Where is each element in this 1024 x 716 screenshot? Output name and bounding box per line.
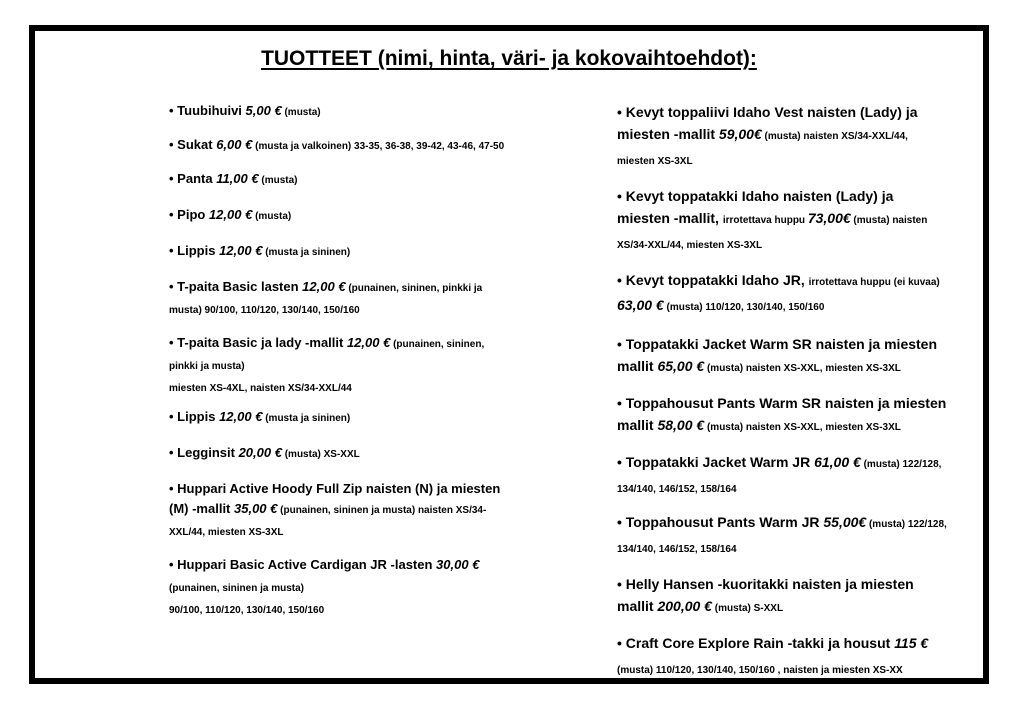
bullet-icon: • bbox=[169, 481, 178, 496]
product-price: 115 € bbox=[894, 635, 929, 651]
product-item bbox=[169, 169, 509, 191]
product-name: Craft Core Explore Rain -takki ja housut bbox=[625, 635, 895, 651]
product-name: T-paita Basic lasten bbox=[177, 279, 303, 294]
product-name: Helly Hansen -kuoritakki naisten ja miesten mallit bbox=[617, 576, 914, 614]
product-item bbox=[617, 185, 947, 257]
product-item bbox=[169, 135, 509, 157]
product-details: (punainen, sininen, pinkki ja musta) bbox=[169, 339, 485, 372]
product-price: 12,00 € bbox=[346, 335, 391, 350]
product-details: (musta) 122/128, 134/140, 146/152, 158/164 bbox=[617, 459, 942, 495]
product-details: (musta ja sininen) bbox=[262, 413, 351, 424]
product-name: Toppatakki Jacket Warm JR bbox=[625, 454, 815, 470]
product-item bbox=[617, 451, 947, 501]
product-price: 63,00 € bbox=[617, 297, 664, 313]
product-name: Kevyt toppatakki Idaho JR, bbox=[625, 272, 809, 288]
product-details: (musta) naisten XS-XXL, miesten XS-3XL bbox=[704, 363, 901, 374]
product-name: T-paita Basic ja lady -mallit bbox=[177, 335, 347, 350]
product-price: 35,00 € bbox=[234, 501, 278, 516]
product-price: 61,00 € bbox=[814, 454, 861, 470]
right-product-column bbox=[617, 101, 947, 682]
bullet-icon: • bbox=[169, 445, 178, 460]
bullet-icon: • bbox=[169, 171, 178, 186]
product-price: 73,00€ bbox=[807, 210, 851, 226]
product-price: 12,00 € bbox=[219, 243, 263, 258]
product-item bbox=[617, 269, 947, 319]
product-details: (musta) bbox=[252, 211, 292, 222]
bullet-icon: • bbox=[169, 279, 178, 294]
product-name: Pipo bbox=[177, 207, 209, 222]
document-frame bbox=[29, 25, 989, 684]
product-sizes: miesten XS-4XL, naisten XS/34-XXL/44 bbox=[169, 383, 352, 394]
product-name: Legginsit bbox=[177, 445, 239, 460]
left-product-column bbox=[169, 101, 509, 619]
product-name: Huppari Active Hoody Full Zip naisten (N) ja miesten (M) -mallit bbox=[169, 481, 501, 516]
product-name: Tuubihuivi bbox=[177, 103, 246, 118]
product-price: 20,00 € bbox=[238, 445, 282, 460]
product-price: 65,00 € bbox=[657, 358, 705, 374]
product-price: 12,00 € bbox=[208, 207, 253, 222]
product-item bbox=[169, 241, 509, 263]
bullet-icon: • bbox=[169, 103, 178, 118]
product-name: Sukat bbox=[177, 137, 217, 152]
bullet-icon: • bbox=[617, 514, 626, 530]
product-item bbox=[169, 333, 509, 397]
product-item bbox=[169, 407, 509, 429]
product-item bbox=[169, 443, 509, 465]
product-item bbox=[617, 511, 947, 561]
product-sizes: 90/100, 110/120, 130/140, 150/160 bbox=[169, 605, 325, 616]
product-price: 200,00 € bbox=[657, 598, 712, 614]
product-details: (musta ja valkoinen) 33-35, 36-38, 39-42, 43-46, 47-50 bbox=[252, 141, 505, 152]
product-name: Lippis bbox=[177, 243, 220, 258]
product-price: 55,00€ bbox=[823, 514, 867, 530]
product-item bbox=[169, 205, 509, 227]
product-price: 59,00€ bbox=[718, 126, 762, 142]
product-details: (musta) bbox=[281, 107, 321, 118]
bullet-icon: • bbox=[169, 557, 178, 572]
product-name: Lippis bbox=[177, 409, 220, 424]
product-name: Huppari Basic Active Cardigan JR -lasten bbox=[177, 557, 437, 572]
product-details: (punainen, sininen, pinkki ja musta) 90/100, 110/120, 130/140, 150/160 bbox=[169, 283, 483, 316]
product-details: (punainen, sininen ja musta) naisten XS/34-XXL/44, miesten XS-3XL bbox=[169, 505, 487, 538]
product-price: 30,00 € bbox=[436, 557, 480, 572]
product-price: 58,00 € bbox=[657, 417, 705, 433]
product-details: (musta) 110/120, 130/140, 150/160 bbox=[663, 302, 825, 313]
bullet-icon: • bbox=[617, 104, 626, 120]
product-note: irrotettava huppu (ei kuvaa) bbox=[808, 277, 940, 288]
bullet-icon: • bbox=[617, 272, 626, 288]
product-details: (punainen, sininen ja musta) bbox=[169, 583, 305, 594]
product-item bbox=[169, 555, 509, 619]
product-details: (musta) naisten XS-XXL, miesten XS-3XL bbox=[704, 422, 901, 433]
product-item bbox=[617, 392, 947, 439]
product-details: (musta ja sininen) bbox=[262, 247, 351, 258]
product-item bbox=[617, 333, 947, 380]
product-price: 5,00 € bbox=[245, 103, 282, 118]
product-price: 12,00 € bbox=[219, 409, 263, 424]
bullet-icon: • bbox=[169, 137, 178, 152]
product-item bbox=[169, 101, 509, 123]
product-name: Toppahousut Pants Warm SR naisten ja miesten mallit bbox=[617, 395, 947, 433]
product-item bbox=[617, 573, 947, 620]
bullet-icon: • bbox=[617, 336, 626, 352]
product-details: (musta) bbox=[258, 175, 298, 186]
product-note: irrotettava huppu bbox=[722, 215, 808, 226]
bullet-icon: • bbox=[617, 454, 626, 470]
bullet-icon: • bbox=[617, 576, 626, 592]
product-name: Panta bbox=[177, 171, 217, 186]
product-details: (musta) XS-XXL bbox=[281, 449, 360, 460]
product-price: 11,00 € bbox=[216, 171, 259, 186]
product-item bbox=[169, 479, 509, 543]
product-item bbox=[617, 101, 947, 173]
product-item bbox=[169, 277, 509, 321]
bullet-icon: • bbox=[169, 335, 178, 350]
product-details: (musta) 110/120, 130/140, 150/160 , naisten ja miesten XS-XX bbox=[617, 665, 903, 676]
product-details: (musta) 122/128, 134/140, 146/152, 158/164 bbox=[617, 519, 947, 555]
bullet-icon: • bbox=[169, 409, 178, 424]
product-name: Kevyt toppatakki Idaho naisten (Lady) ja miesten -mallit, bbox=[617, 188, 894, 226]
product-name: Toppatakki Jacket Warm SR naisten ja miesten mallit bbox=[617, 336, 938, 374]
bullet-icon: • bbox=[169, 243, 178, 258]
page-title: TUOTTEET (nimi, hinta, väri- ja kokovaihtoehdot): bbox=[261, 47, 757, 70]
bullet-icon: • bbox=[169, 207, 178, 222]
bullet-icon: • bbox=[617, 188, 626, 204]
product-details: (musta) naisten XS/34-XXL/44, miesten XS-3XL bbox=[617, 131, 908, 167]
product-details: (musta) naisten XS/34-XXL/44, miesten XS-3XL bbox=[617, 215, 928, 251]
bullet-icon: • bbox=[617, 395, 626, 411]
product-name: Kevyt toppaliivi Idaho Vest naisten (Lady) ja miesten -mallit bbox=[617, 104, 918, 142]
product-price: 12,00 € bbox=[302, 279, 346, 294]
product-name: Toppahousut Pants Warm JR bbox=[625, 514, 824, 530]
product-details: (musta) S-XXL bbox=[711, 603, 784, 614]
product-price: 6,00 € bbox=[216, 137, 253, 152]
bullet-icon: • bbox=[617, 635, 626, 651]
product-item bbox=[617, 632, 947, 682]
